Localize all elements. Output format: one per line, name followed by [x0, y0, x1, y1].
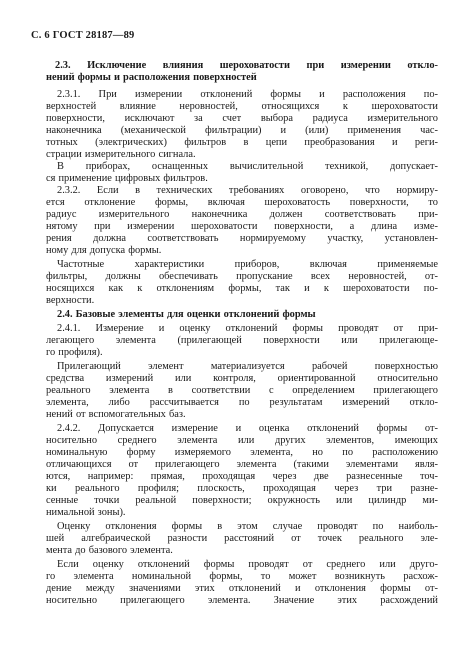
text-line: тотных (электрических) фильтров в цепи преобразования и реги- — [46, 137, 438, 148]
text-line: го профиля). — [46, 347, 103, 358]
text-line: Прилегающий элемент материализуется рабочей поверхностью — [57, 361, 438, 372]
text-line: В приборах, оснащенных вычислительной техникой, допускает- — [57, 161, 438, 172]
text-line: номинальную форму измеряемого элемента, но по расположению — [46, 447, 438, 458]
text-line: наконечника (механической фильтрации) и (или) применения час- — [46, 125, 438, 136]
text-line: носящихся как к отклонениям формы, так и к шероховатости по- — [46, 283, 438, 294]
text-line: мента до базового элемента. — [46, 545, 173, 556]
text-line: сенные точки реальной поверхности; окружность или цилиндр ми- — [46, 495, 438, 506]
text-line: шей алгебраической разности расстояний от точек реального эле- — [46, 533, 438, 544]
text-line: элемента, либо рассчитывается по результатам измерений откло- — [46, 397, 438, 408]
text-line: ется отклонение формы, включая шероховатость поверхности, то — [46, 197, 438, 208]
text-line: верхностей влияние неровностей, относящихся к шероховатости — [46, 101, 438, 112]
text-line: Частотные характеристики приборов, включая применяемые — [57, 259, 438, 270]
text-line: нимальной зоны). — [46, 507, 126, 518]
text-line: Если оценку отклонений формы проводят от среднего или друго- — [57, 559, 438, 570]
text-line: страции измерительного сигнала. — [46, 149, 196, 160]
text-line: ся применение цифровых фильтров. — [46, 173, 208, 184]
text-line: нений от вспомогательных баз. — [46, 409, 186, 420]
text-line: ются, например: прямая, проходящая через две разнесенные точ- — [46, 471, 438, 482]
text-line: нений формы и расположения поверхностей — [46, 72, 257, 83]
text-line: ки реального профиля; плоскость, проходящая через три разне- — [46, 483, 438, 494]
text-line: фильтры, должны обеспечивать пропускание всех неровностей, от- — [46, 271, 438, 282]
text-line: отличающихся от прилегающего элемента (такими элементами явля- — [46, 459, 438, 470]
text-line: средства измерений или контроля, ориентированной относительно — [46, 373, 438, 384]
text-line: ному для допуска формы. — [46, 245, 162, 256]
text-line: нятому при измерении шероховатости поверхности, а длина изме- — [46, 221, 438, 232]
text-line: легающего элемента (прилегающей поверхности или прилегающе- — [46, 335, 438, 346]
text-line: 2.4.2. Допускается измерение и оценка отклонений формы от- — [57, 423, 438, 434]
text-line: 2.3.2. Если в технических требованиях оговорено, что нормиру- — [57, 185, 438, 196]
text-line: Оценку отклонения формы в этом случае проводят по наиболь- — [57, 521, 438, 532]
text-line: верхности. — [46, 295, 95, 306]
text-line: 2.4.1. Измерение и оценку отклонений формы проводят от при- — [57, 323, 438, 334]
text-line: рения должна соответствовать нормируемому участку, установлен- — [46, 233, 438, 244]
page-header: С. 6 ГОСТ 28187—89 — [31, 30, 135, 41]
text-line: реального элемента в соответствии с определением прилегающего — [46, 385, 438, 396]
text-line: го элемента номинальной формы, то может возникнуть расхож- — [46, 571, 438, 582]
text-line: 2.3. Исключение влияния шероховатости при измерении откло- — [55, 60, 438, 71]
text-line: поверхности, исключают за счет выбора радиуса измерительного — [46, 113, 438, 124]
text-line: радиус измерительного наконечника должен соответствовать при- — [46, 209, 438, 220]
text-line: дение между значениями этих отклонений и отклонения формы от- — [46, 583, 438, 594]
text-line: носительно прилегающего элемента. Значение этих расхождений — [46, 595, 438, 606]
text-line: носительно среднего элемента или других элементов, имеющих — [46, 435, 438, 446]
text-line: 2.3.1. При измерении отклонений формы и расположения по- — [57, 89, 438, 100]
text-line: 2.4. Базовые элементы для оценки отклонений формы — [57, 309, 316, 320]
